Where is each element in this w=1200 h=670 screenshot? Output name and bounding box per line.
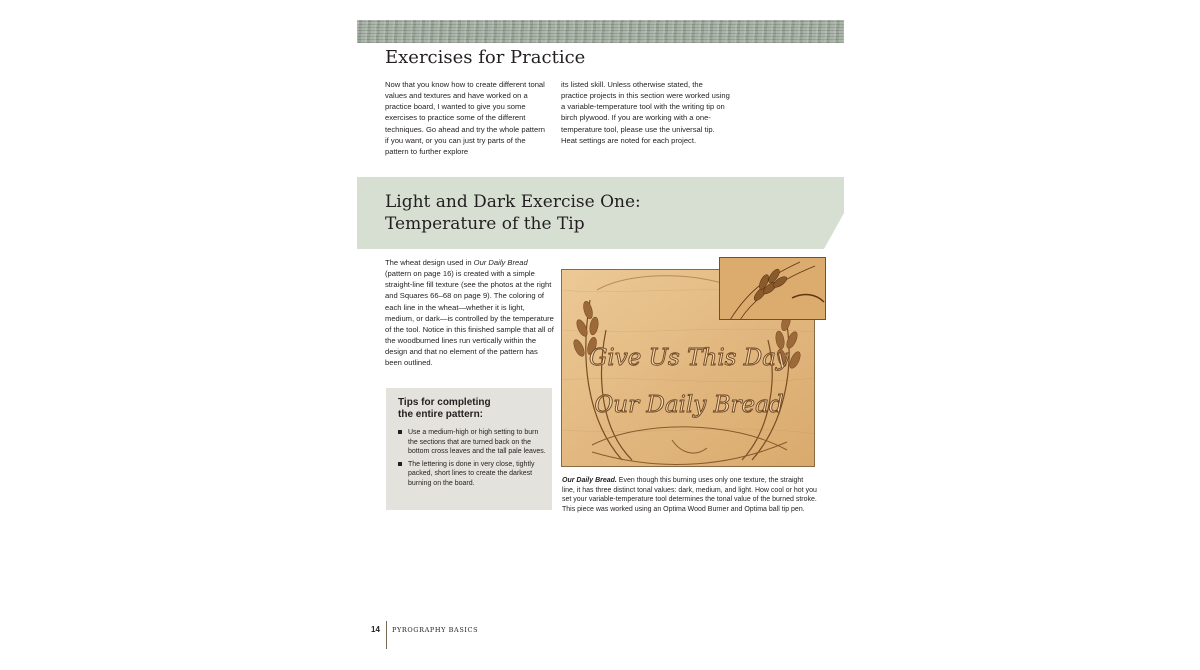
exercise-text-italic: Our Daily Bread	[473, 258, 528, 267]
tip-text: The lettering is done in very close, tightly packed, short lines to create the darkest burning on the board.	[408, 460, 535, 487]
tips-title	[398, 397, 491, 421]
book-page	[357, 0, 844, 670]
tip-text: Use a medium-high or high setting to burn the sections that are turned back on the bottom cross leaves and the tall pale leaves.	[408, 429, 546, 456]
tips-list	[398, 428, 546, 492]
tips-list-item	[398, 460, 546, 489]
photo-text-line-2: Our Daily Bread	[594, 392, 784, 418]
exercise-body	[385, 257, 555, 369]
exercise-title-line-2: Temperature of the Tip	[385, 214, 585, 234]
intro-paragraph-1: Now that you know how to create different tonal values and textures and have worked on a practice board, I wanted to give you some exercises to practice some of the different techniques. Go ahead and try the whole pattern if you want, or you can just try parts of the pattern to further explore	[385, 80, 545, 156]
exercise-title	[385, 191, 641, 235]
intro-column-1	[385, 79, 545, 157]
decorative-header-band	[357, 20, 844, 43]
intro-paragraph-2: its listed skill. Unless otherwise stated, the practice projects in this section were worked using a variable-temperature tool with the writing tip on birch plywood. If you are working with a one-temperature tool, please use the universal tip. Heat settings are noted for each project.	[561, 80, 730, 145]
wheat-closeup-illustration	[720, 258, 826, 320]
bullet-icon	[398, 430, 402, 434]
bullet-icon	[398, 462, 402, 466]
caption-text: Even though this burning uses only one texture, the straight line, it has three distinct tonal values: dark, medium, and light. How cool or hot you set your variable-temperature tool determines the tonal value of the burned stroke. This piece was worked using an Optima Wood Burner and Optima ball tip pen.	[562, 477, 817, 514]
page-number: 14	[371, 625, 380, 634]
wheat-closeup-photo	[719, 257, 826, 320]
tips-title-line-2: the entire pattern:	[398, 409, 484, 420]
tips-title-line-1: Tips for completing	[398, 397, 491, 408]
tips-list-item	[398, 428, 546, 457]
section-title: Exercises for Practice	[385, 47, 586, 68]
caption-title: Our Daily Bread.	[562, 477, 617, 484]
photo-text-line-1: Give Us This Day	[589, 345, 789, 371]
tips-box	[386, 388, 552, 510]
intro-column-2	[561, 79, 731, 146]
exercise-paragraph	[385, 257, 555, 369]
exercise-text-1: The wheat design used in	[385, 258, 474, 267]
footer-divider	[386, 621, 387, 649]
photo-caption	[562, 476, 818, 515]
exercise-title-line-1: Light and Dark Exercise One:	[385, 192, 641, 212]
exercise-text-2: (pattern on page 16) is created with a simple straight-line fill texture (see the photos at the right and Squares 66–68 on page 9). The coloring of each line in the wheat—whether it is light, medium, or dark—is controlled by the temperature of the tool. Notice in this finished sample that all of the woodburned lines run vertically within the design and that no element of the pattern has been outlined.	[385, 269, 554, 368]
running-footer-title: PYROGRAPHY BASICS	[392, 626, 479, 634]
